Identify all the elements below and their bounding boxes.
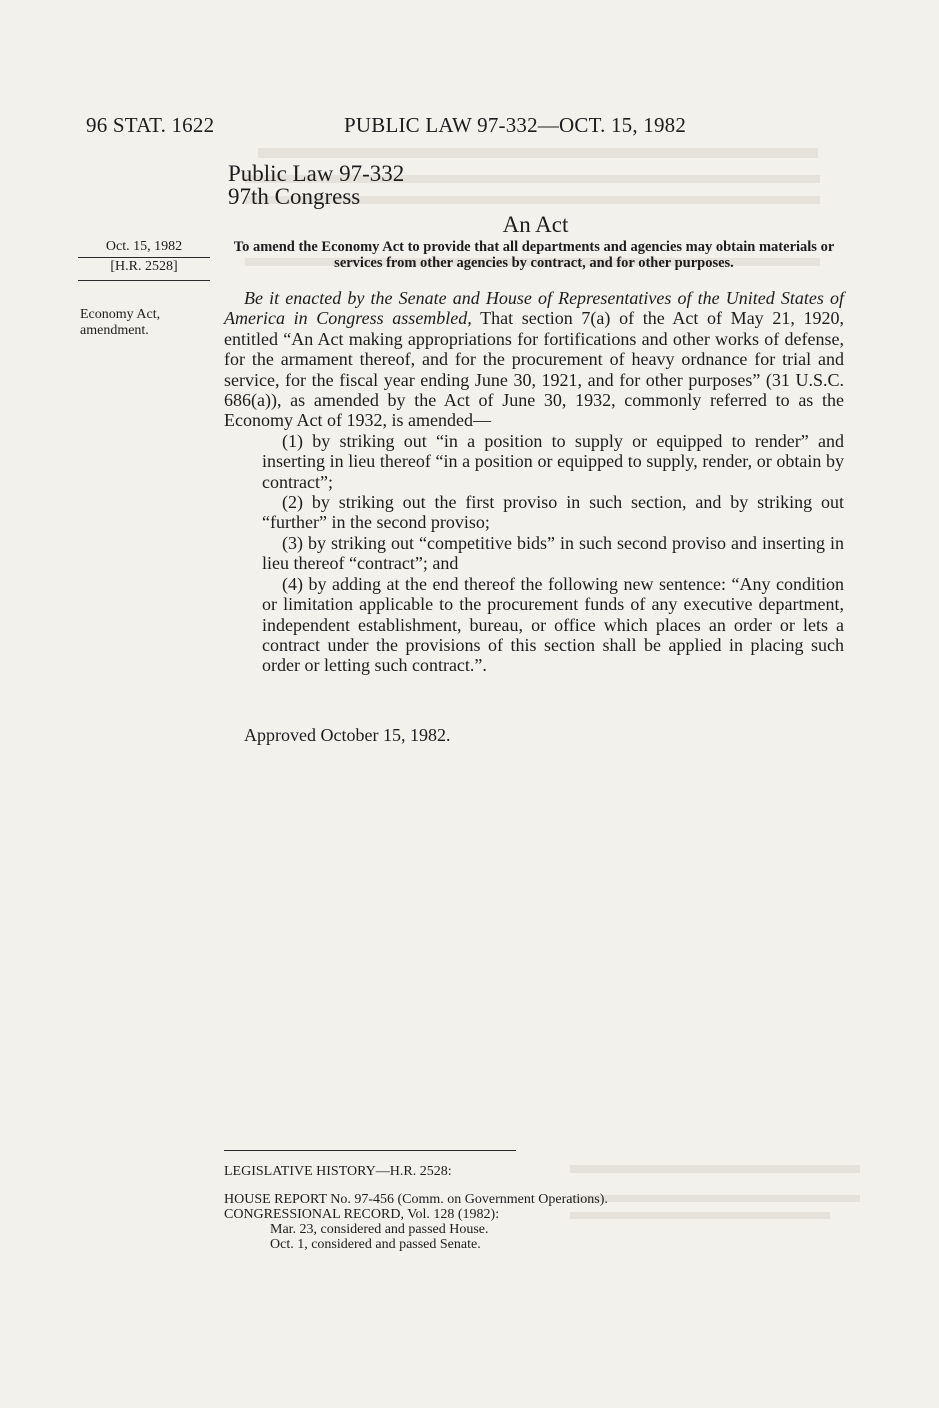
act-body [224, 288, 844, 676]
margin-note-line: amendment. [80, 323, 149, 338]
congress-number: 97th Congress [228, 184, 361, 209]
margin-note-line: Economy Act, [80, 307, 161, 322]
stat-reference: 96 STAT. 1622 [86, 113, 215, 137]
bleed-line [258, 148, 818, 158]
margin-bill-number: [H.R. 2528] [110, 259, 178, 274]
amendment-intro: That section 7(a) of the Act of May 21, 1920, entitled “An Act making appropriations for fortifications and other works of defense, for the armament thereof, and for the procurement of heavy ordnance for trial and service, for the fiscal year ending June 30, 1921, and for other purposes” (31 U.S.C. 686(a)), as amended by the Act of June 30, 1932, commonly referred to as the Economy Act of 1932, is amended— [224, 308, 844, 431]
amendment-paragraph-1: (1) by striking out “in a position to supply or equipped to render” and inserting in lieu thereof “in a position or equipped to supply, render, or obtain by contract”; [262, 430, 844, 492]
amendment-paragraph-2: (2) by striking out the first proviso in such section, and by striking out “further” in the second proviso; [262, 492, 844, 533]
amendment-paragraph-3: (3) by striking out “competitive bids” in such second proviso and inserting in lieu thereof “contract”; and [262, 532, 844, 574]
act-purpose: To amend the Economy Act to provide that all departments and agencies may obtain materials or services from other agencies by contract, and for other purposes. [233, 239, 835, 271]
margin-note [80, 307, 210, 339]
legislative-history-title: LEGISLATIVE HISTORY—H.R. 2528: [224, 1164, 452, 1179]
bleed-line [570, 1212, 830, 1219]
bleed-line [570, 1165, 860, 1173]
approval-date: Approved October 15, 1982. [244, 725, 451, 745]
margin-rule [78, 280, 210, 281]
house-report-line: HOUSE REPORT No. 97-456 (Comm. on Government Operations). [224, 1192, 608, 1207]
an-act-heading: An Act [502, 212, 569, 237]
enacting-clause: Be it enacted by the Senate and House of Representatives of the United States of America in Congress assembled, [224, 288, 844, 329]
public-law-number: Public Law 97-332 [228, 161, 405, 186]
margin-rule [78, 257, 210, 258]
amendment-paragraph-4: (4) by adding at the end thereof the following new sentence: “Any condition or limitation applicable to the procurement funds of any executive department, independent establishment, bureau, or office which places an order or lets a contract under the provisions of this section shall be applied in placing such order or letting such contract.”. [262, 573, 844, 676]
congressional-record-line: CONGRESSIONAL RECORD, Vol. 128 (1982): [224, 1207, 500, 1222]
house-action-line: Mar. 23, considered and passed House. [270, 1222, 489, 1237]
margin-date: Oct. 15, 1982 [105, 239, 183, 254]
history-rule [224, 1150, 516, 1151]
senate-action-line: Oct. 1, considered and passed Senate. [270, 1237, 481, 1252]
bleed-line [570, 1195, 860, 1202]
running-head-title: PUBLIC LAW 97-332—OCT. 15, 1982 [344, 113, 687, 137]
enacting-paragraph [224, 288, 844, 431]
